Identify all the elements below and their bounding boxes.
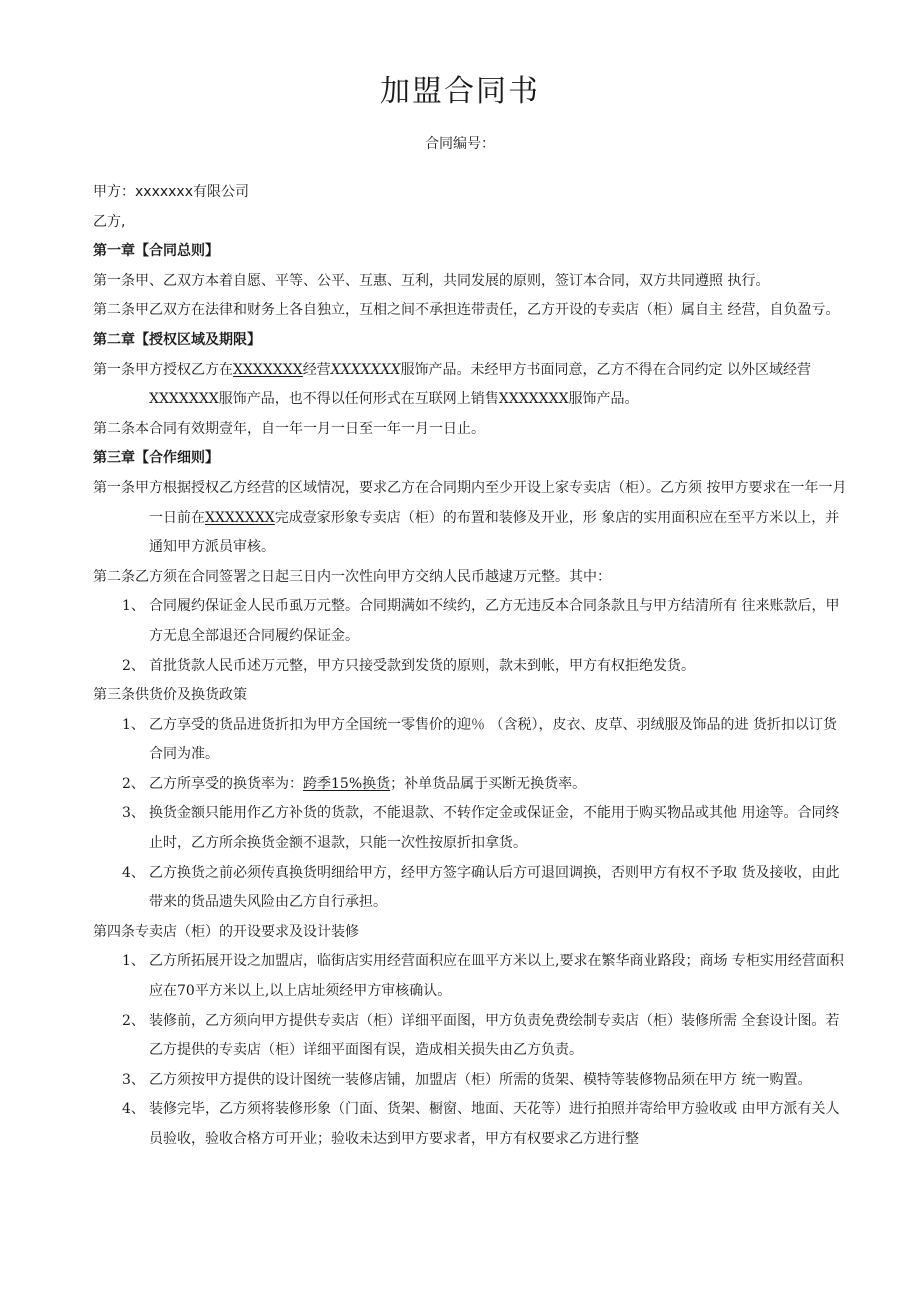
chapter-3-article-4 [93, 918, 848, 948]
item-number: 1、 [122, 598, 145, 615]
text-run: 服饰产品。 [568, 391, 639, 408]
article-text: 第一条甲、乙双方本着自愿、平等、公平、互惠、互利，共同发展的原则，签订本合同，双方共同遵照 执行。 [93, 272, 770, 289]
article-text: 第二条本合同有效期壹年，自一年一月一日至一年一月一日止。 [93, 420, 485, 437]
item-number: 4、 [122, 1101, 145, 1118]
item-number: 2、 [122, 1012, 145, 1029]
region-placeholder: XXXXXXX [233, 361, 303, 378]
item-text [149, 770, 848, 800]
brand-placeholder: XXXXXXX [498, 391, 569, 408]
chapter-3-article-3 [93, 681, 848, 711]
item-text: 首批货款人民币述万元整，甲方只接受款到发货的原则，款未到帐，甲方有权拒绝发货。 [149, 657, 695, 674]
text-run: 服饰产品。未经甲方书面同意，乙方不得在合同约定 以外区域经营 [400, 361, 812, 378]
list-item [93, 1066, 848, 1096]
exchange-rate-value: 跨季15%换货 [303, 775, 391, 792]
text-run: 服饰产品，也不得以任何形式在互联网上销售 [218, 391, 499, 408]
text-run: 完成壹家形象专卖店（柜）的布置和装修及开业，形 象店的实用面积应在至平方米以上，并通知甲方派员审核。 [149, 509, 840, 556]
chapter-1-heading: 第一章【合同总则】 [93, 243, 219, 260]
chapter-3-article-2 [93, 563, 848, 593]
article-text [93, 356, 848, 415]
article-text [93, 474, 848, 563]
list-item [93, 859, 848, 918]
article-text: 第二条甲乙双方在法律和财务上各自独立，互相之间不承担连带责任，乙方开设的专卖店（柜）属自主 经营，自负盈亏。 [93, 302, 840, 319]
chapter-2-heading: 第二章【授权区域及期限】 [93, 331, 261, 348]
item-number: 1、 [122, 953, 145, 970]
text-run: 第一条甲方根据授权乙方经营的区域情况，要求乙方在合同期内至少开设上家专卖店（柜）。乙方须 按甲方要求在一年一月一日前在 [93, 479, 847, 526]
brand-placeholder: XXXXXXX [149, 391, 219, 408]
document-title: 加盟合同书 [380, 74, 540, 109]
list-item [93, 592, 848, 651]
item-text: 乙方换货之前必须传真换货明细给甲方，经甲方签字确认后方可退回调换，否则甲方有权不予取 货及接收，由此带来的货品遗失风险由乙方自行承担。 [149, 864, 840, 911]
contract-number-label: 合同编号： [425, 136, 495, 152]
article-text: 第四条专卖店（柜）的开设要求及设计装修 [93, 923, 359, 940]
text-run: ；补单货品属于买断无换货率。 [390, 775, 587, 792]
chapter-3-article-1 [93, 474, 848, 563]
item-number: 1、 [122, 716, 145, 733]
region-placeholder: XXXXXXX [205, 509, 275, 526]
list-item [93, 1007, 848, 1066]
chapter-2-article-1 [93, 356, 848, 415]
list-item [93, 1095, 848, 1154]
list-item [93, 770, 848, 800]
item-number: 3、 [122, 1071, 145, 1088]
text-run: 第一条甲方授权乙方在 [93, 361, 233, 378]
text-run: 经营 [302, 361, 331, 378]
chapter-1-article-2 [93, 296, 848, 326]
party-b: 乙方, [93, 213, 126, 230]
item-text: 乙方所拓展开设之加盟店，临街店实用经营面积应在皿平方米以上,要求在繁华商业路段；商场 专柜实用经营面积应在70平方米以上,以上店址须经甲方审核确认。 [149, 953, 844, 1000]
item-text: 换货金额只能用作乙方补货的货款，不能退款、不转作定金或保证金，不能用于购买物品或其他 用途等。合同终止时，乙方所余换货金额不退款，只能一次性按原折扣拿货。 [149, 805, 840, 852]
item-number: 2、 [122, 775, 145, 792]
item-number: 4、 [122, 864, 145, 881]
article-text: 第三条供货价及换货政策 [93, 687, 247, 704]
item-text: 装修前，乙方须向甲方提供专卖店（柜）详细平面图，甲方负责免费绘制专卖店（柜）装修所需 全套设计图。若乙方提供的专卖店（柜）详细平面图有误，造成相关损失由乙方负责。 [149, 1012, 840, 1059]
brand-placeholder: XXXXXXX [330, 361, 401, 378]
list-item [93, 799, 848, 858]
item-number: 3、 [122, 805, 145, 822]
chapter-1-article-1 [93, 267, 848, 297]
party-a: 甲方：xxxxxxx有限公司 [93, 184, 249, 200]
item-text: 乙方须按甲方提供的设计图统一装修店铺，加盟店（柜）所需的货架、模特等装修物品须在甲方 统一购置。 [149, 1071, 812, 1088]
document-body [93, 178, 848, 1155]
item-text: 乙方享受的货品进货折扣为甲方全国统一零售价的迎％ （含税），皮衣、皮草、羽绒服及饰品的进 货折扣以订货合同为准。 [149, 716, 837, 763]
list-item [93, 652, 848, 682]
list-item [93, 947, 848, 1006]
chapter-3-heading: 第三章【合作细则】 [93, 450, 219, 467]
item-text: 合同履约保证金人民币虱万元整。合同期满如不续约，乙方无违反本合同条款且与甲方结清所有 往来账款后，甲方无息全部退还合同履约保证金。 [149, 598, 840, 644]
article-text: 第二条乙方须在合同签署之日起三日内一次性向甲方交纳人民币越逮万元整。其中： [93, 568, 611, 585]
chapter-2-article-2 [93, 415, 848, 445]
text-run: 乙方所享受的换货率为： [149, 775, 303, 792]
item-text: 装修完毕，乙方须将装修形象（门面、货架、橱窗、地面、天花等）进行拍照并寄给甲方验收或 由甲方派有关人员验收，验收合格方可开业；验收未达到甲方要求者，甲方有权要求乙方进行整 [149, 1101, 840, 1147]
list-item [93, 711, 848, 770]
item-number: 2、 [122, 657, 145, 674]
